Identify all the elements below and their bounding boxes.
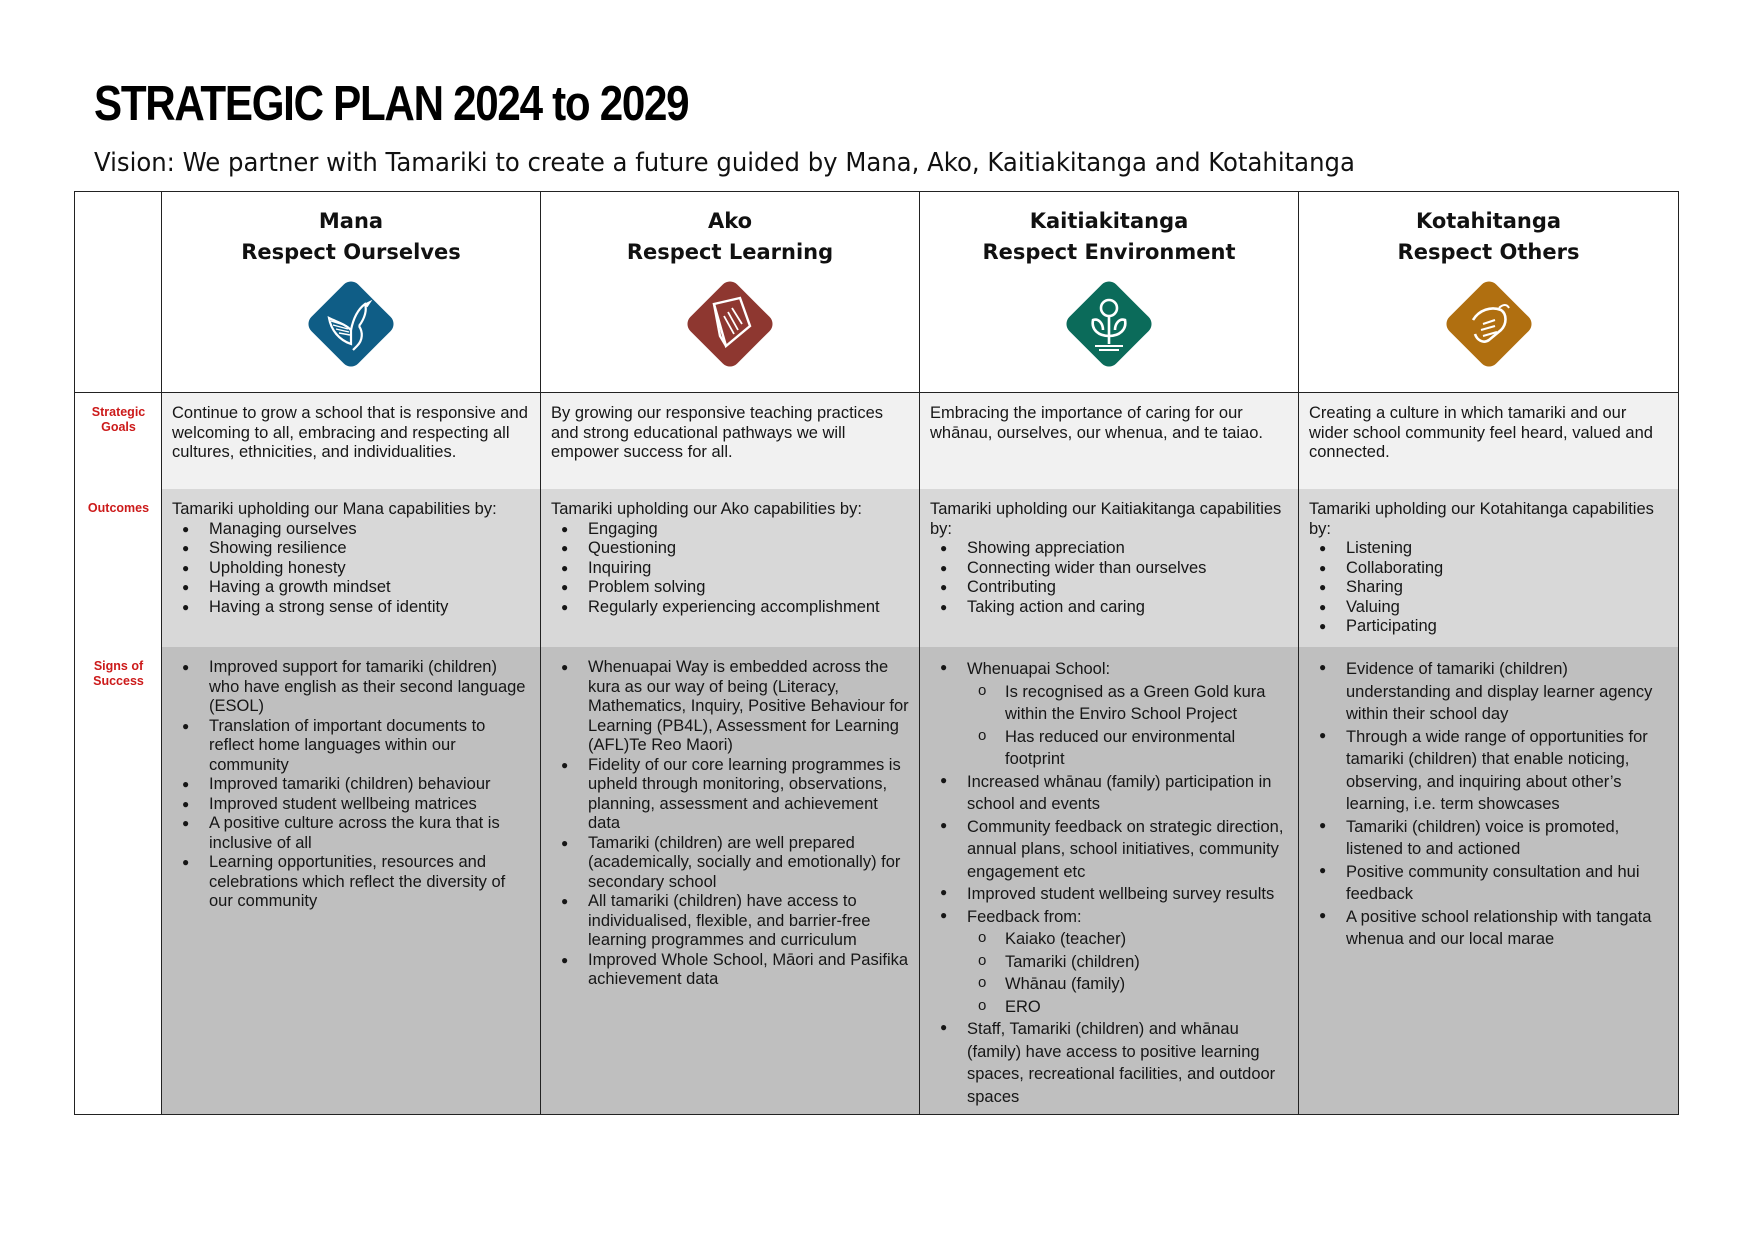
outcome-item: ● Contributing: [930, 578, 1288, 598]
success-item: [1309, 906, 1668, 951]
success-subitem: o ERO: [967, 996, 1288, 1019]
corner-cell: [75, 192, 162, 393]
success-item-text: Learning opportunities, resources and celebrations which reflect the diversity of our community: [209, 853, 506, 910]
pillar-subtitle: Respect Learning: [626, 240, 834, 264]
pillar-header-row: [75, 192, 1679, 393]
success-item-text: Positive community consultation and hui feedback: [1346, 862, 1640, 903]
pillar-name: Mana: [318, 209, 384, 233]
outcome-item: ● Participating: [1309, 617, 1668, 637]
pillar-header-kotahitanga: [1299, 192, 1679, 393]
strategic-goals-row: [75, 393, 1679, 490]
outcomes-list: [1309, 539, 1668, 637]
outcomes-cell: [920, 489, 1299, 647]
goal-text: Embracing the importance of caring for our whānau, ourselves, our whenua, and te taiao.: [930, 404, 1263, 442]
page-title: STRATEGIC PLAN 2024 to 2029: [94, 77, 689, 131]
outcome-item: ● Upholding honesty: [172, 559, 530, 579]
outcomes-intro: Tamariki upholding our Kotahitanga capabilities by:: [1309, 500, 1654, 538]
success-cell: [162, 647, 541, 1115]
row-label-cell: [75, 393, 162, 490]
success-item-text: A positive school relationship with tangata whenua and our local marae: [1346, 907, 1652, 948]
success-item: [172, 814, 530, 853]
outcome-item: ● Connecting wider than ourselves: [930, 559, 1288, 579]
success-item: [930, 1018, 1288, 1108]
success-item-text: Increased whānau (family) participation in school and events: [967, 772, 1272, 813]
outcomes-list: [551, 520, 909, 618]
strategic-plan-table: [74, 191, 1679, 1115]
success-item: [930, 658, 1288, 771]
success-item: [551, 951, 909, 990]
outcomes-list: [930, 539, 1288, 617]
outcomes-cell: [162, 489, 541, 647]
outcomes-intro: Tamariki upholding our Kaitiakitanga capabilities by:: [930, 500, 1282, 538]
success-item: [930, 816, 1288, 884]
outcome-item: ● Collaborating: [1309, 559, 1668, 579]
success-cell: [1299, 647, 1679, 1115]
outcome-item: ● Taking action and caring: [930, 598, 1288, 618]
pillar-name: Kotahitanga: [1415, 209, 1562, 233]
outcomes-cell: [541, 489, 920, 647]
success-item-text: Feedback from:: [967, 907, 1082, 926]
pillar-header-ako: [541, 192, 920, 393]
outcome-item: ● Inquiring: [551, 559, 909, 579]
pillar-header-kaitiakitanga: [920, 192, 1299, 393]
success-cell: [920, 647, 1299, 1115]
outcome-item: ● Questioning: [551, 539, 909, 559]
success-subitem: o Tamariki (children): [967, 951, 1288, 974]
success-item-text: Improved support for tamariki (children) who have english as their second language (ESOL): [209, 658, 526, 715]
success-item-text: Community feedback on strategic direction, annual plans, school initiatives, community engagement etc: [967, 817, 1284, 881]
success-subitem: o Has reduced our environmental footprint: [967, 726, 1288, 771]
bird-icon: [162, 274, 540, 379]
goal-cell: [920, 393, 1299, 490]
outcome-item: ● Engaging: [551, 520, 909, 540]
success-item: [1309, 861, 1668, 906]
success-item-text: Translation of important documents to reflect home languages within our community: [209, 716, 486, 774]
outcome-item: ● Showing resilience: [172, 539, 530, 559]
success-item: [172, 853, 530, 912]
success-item: [930, 883, 1288, 906]
outcome-item: ● Regularly experiencing accomplishment: [551, 598, 909, 618]
outcome-item: ● Valuing: [1309, 598, 1668, 618]
goal-cell: [541, 393, 920, 490]
success-subitem: o Kaiako (teacher): [967, 928, 1288, 951]
success-item-text: Tamariki (children) voice is promoted, listened to and actioned: [1346, 817, 1620, 858]
success-subitem: o Whānau (family): [967, 973, 1288, 996]
success-item-text: Improved student wellbeing matrices: [209, 794, 477, 813]
outcome-item: ● Listening: [1309, 539, 1668, 559]
success-list: [1309, 658, 1668, 951]
handshake-icon: [1299, 274, 1678, 379]
success-item-text: Tamariki (children) are well prepared (academically, socially and emotionally) for secondary school: [588, 833, 901, 891]
goal-text: By growing our responsive teaching practices and strong educational pathways we will empower success for all.: [551, 404, 884, 461]
success-list: [172, 658, 530, 912]
outcomes-row: [75, 489, 1679, 647]
success-item: [551, 834, 909, 893]
success-item-text: Fidelity of our core learning programmes is upheld through monitoring, observations, planning, assessment and achievement data: [588, 755, 901, 832]
success-item: [551, 658, 909, 756]
success-item: [172, 717, 530, 776]
success-item-text: Staff, Tamariki (children) and whānau (family) have access to positive learning spaces, recreational facilities, and outdoor spaces: [967, 1020, 1276, 1106]
outcome-item: ● Having a growth mindset: [172, 578, 530, 598]
goal-cell: [162, 393, 541, 490]
fern-icon: [920, 274, 1298, 379]
pillar-subtitle: Respect Ourselves: [241, 240, 461, 264]
success-item: [1309, 816, 1668, 861]
success-item: [172, 775, 530, 795]
goal-cell: [1299, 393, 1679, 490]
success-item-text: Evidence of tamariki (children) understanding and display learner agency within their school day: [1346, 660, 1653, 723]
success-item-text: Improved tamariki (children) behaviour: [209, 775, 491, 793]
outcomes-cell: [1299, 489, 1679, 647]
book-icon: [541, 274, 919, 379]
success-item-text: Whenuapai Way is embedded across the kura as our way of being (Literacy, Mathematics, Inquiry, Positive Behaviour for Learning (PB4L), Assessment for Learning (AFL)Te Reo Maori): [588, 658, 909, 754]
success-list: [551, 658, 909, 990]
success-item: [551, 756, 909, 834]
vision-statement: Vision: We partner with Tamariki to create a future guided by Mana, Ako, Kaitiakitanga and Kotahitanga: [94, 148, 1355, 178]
success-item: [930, 771, 1288, 816]
outcome-item: ● Sharing: [1309, 578, 1668, 598]
goal-text: Continue to grow a school that is responsive and welcoming to all, embracing and respecting all cultures, ethnicities, and individualities.: [172, 404, 528, 461]
outcome-item: ● Managing ourselves: [172, 520, 530, 540]
pillar-name: Ako: [707, 209, 753, 233]
success-item: [551, 892, 909, 951]
row-label-signs-of-success: Signs of Success: [93, 659, 144, 688]
outcome-item: ● Having a strong sense of identity: [172, 598, 530, 618]
success-list: [930, 658, 1288, 1108]
success-item-text: Improved student wellbeing survey results: [967, 885, 1275, 903]
row-label-cell: [75, 647, 162, 1115]
success-subitem-list: [967, 681, 1288, 771]
goal-text: Creating a culture in which tamariki and our wider school community feel heard, valued and connected.: [1309, 404, 1653, 461]
pillar-name: Kaitiakitanga: [1029, 209, 1189, 233]
row-label-cell: [75, 489, 162, 647]
success-item-text: Whenuapai School:: [967, 660, 1111, 678]
success-subitem-list: [967, 928, 1288, 1018]
success-subitem: o Is recognised as a Green Gold kura within the Enviro School Project: [967, 681, 1288, 726]
success-item-text: A positive culture across the kura that is inclusive of all: [209, 814, 500, 852]
outcomes-intro: Tamariki upholding our Ako capabilities by:: [551, 500, 862, 518]
outcome-item: ● Showing appreciation: [930, 539, 1288, 559]
outcome-item: ● Problem solving: [551, 578, 909, 598]
row-label-outcomes: Outcomes: [87, 501, 150, 515]
pillar-header-mana: [162, 192, 541, 393]
pillar-subtitle: Respect Others: [1397, 240, 1580, 264]
success-item: [930, 906, 1288, 1019]
row-label-strategic-goals: Strategic Goals: [91, 405, 146, 434]
success-item: [1309, 726, 1668, 816]
success-item: [172, 658, 530, 717]
pillar-subtitle: Respect Environment: [982, 240, 1236, 264]
success-item-text: Improved Whole School, Māori and Pasifika achievement data: [588, 950, 909, 988]
success-item-text: All tamariki (children) have access to individualised, flexible, and barrier-free learning programmes and curriculum: [588, 892, 871, 949]
success-item: [1309, 658, 1668, 726]
signs-of-success-row: [75, 647, 1679, 1115]
outcomes-intro: Tamariki upholding our Mana capabilities by:: [172, 500, 497, 518]
success-item-text: Through a wide range of opportunities for tamariki (children) that enable noticing, observing, and inquiring about other’s learning, i.e. term showcases: [1346, 727, 1648, 813]
success-item: [172, 795, 530, 815]
success-cell: [541, 647, 920, 1115]
outcomes-list: [172, 520, 530, 618]
